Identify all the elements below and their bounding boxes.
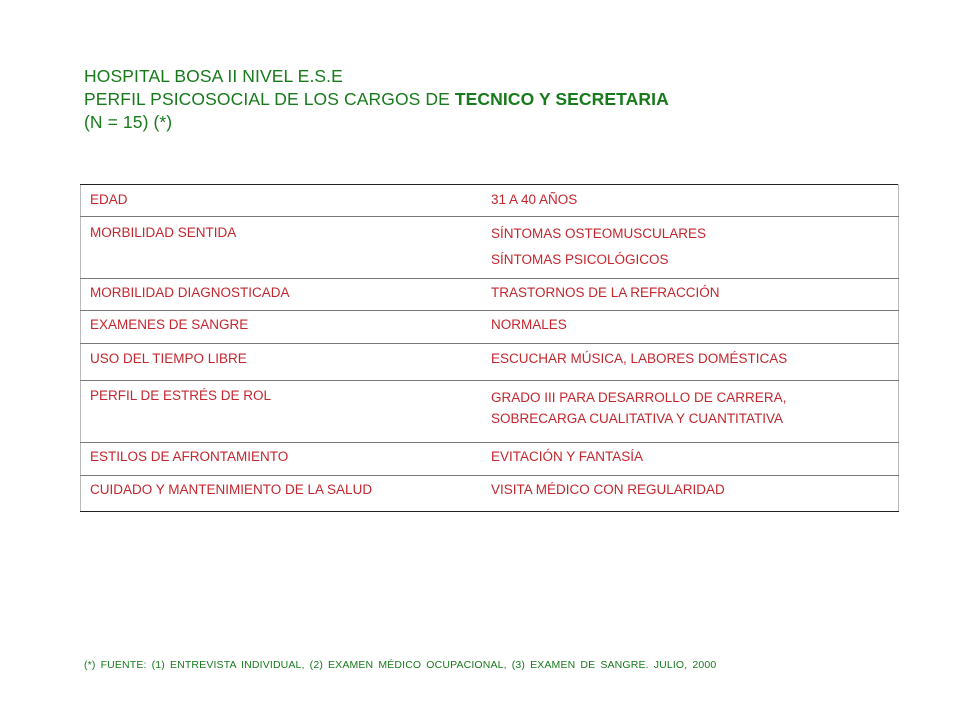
row-label: CUIDADO Y MANTENIMIENTO DE LA SALUD [90, 482, 373, 497]
row-label: MORBILIDAD DIAGNOSTICADA [81, 279, 483, 311]
document-title [84, 65, 669, 134]
row-value [482, 381, 899, 443]
row-value [482, 217, 899, 279]
row-value: VISITA MÉDICO CON REGULARIDAD [491, 482, 725, 497]
row-value: EVITACIÓN Y FANTASÍA [482, 443, 899, 476]
source-footnote: (*) FUENTE: (1) ENTREVISTA INDIVIDUAL, (2) EXAMEN MÉDICO OCUPACIONAL, (3) EXAMEN DE SANGRE. JULIO, 2000 [84, 659, 717, 671]
row-label: MORBILIDAD SENTIDA [81, 217, 483, 279]
row-value: NORMALES [482, 311, 899, 344]
psychosocial-profile-table [80, 184, 899, 512]
table-row [81, 381, 899, 443]
row-value-line: SÍNTOMAS PSICOLÓGICOS [491, 252, 669, 267]
table-row [81, 217, 899, 279]
row-label: USO DEL TIEMPO LIBRE [81, 344, 483, 381]
row-value-line: SÍNTOMAS OSTEOMUSCULARES [491, 226, 707, 241]
row-label: EXAMENES DE SANGRE [81, 311, 483, 344]
row-label: EDAD [81, 185, 483, 217]
row-value-line: GRADO III PARA DESARROLLO DE CARRERA, [491, 390, 787, 405]
row-value: TRASTORNOS DE LA REFRACCIÓN [482, 279, 899, 311]
profile-heading-roles: TECNICO Y SECRETARIA [454, 89, 669, 109]
row-value-line: SOBRECARGA CUALITATIVA Y CUANTITATIVA [491, 411, 784, 426]
table-row [81, 344, 899, 381]
table-row [81, 443, 899, 476]
table-row [81, 311, 899, 344]
sample-size: (N = 15) (*) [84, 112, 173, 132]
row-label: PERFIL DE ESTRÉS DE ROL [81, 381, 483, 443]
table-row [81, 185, 899, 217]
table-row [81, 279, 899, 311]
profile-heading-prefix: PERFIL PSICOSOCIAL DE LOS CARGOS DE [84, 89, 455, 109]
row-value: ESCUCHAR MÚSICA, LABORES DOMÉSTICAS [482, 344, 899, 381]
hospital-name: HOSPITAL BOSA II NIVEL E.S.E [84, 66, 343, 86]
table-row [81, 476, 899, 512]
profile-heading [84, 88, 669, 111]
row-label: ESTILOS DE AFRONTAMIENTO [81, 443, 483, 476]
row-value: 31 A 40 AÑOS [482, 185, 899, 217]
